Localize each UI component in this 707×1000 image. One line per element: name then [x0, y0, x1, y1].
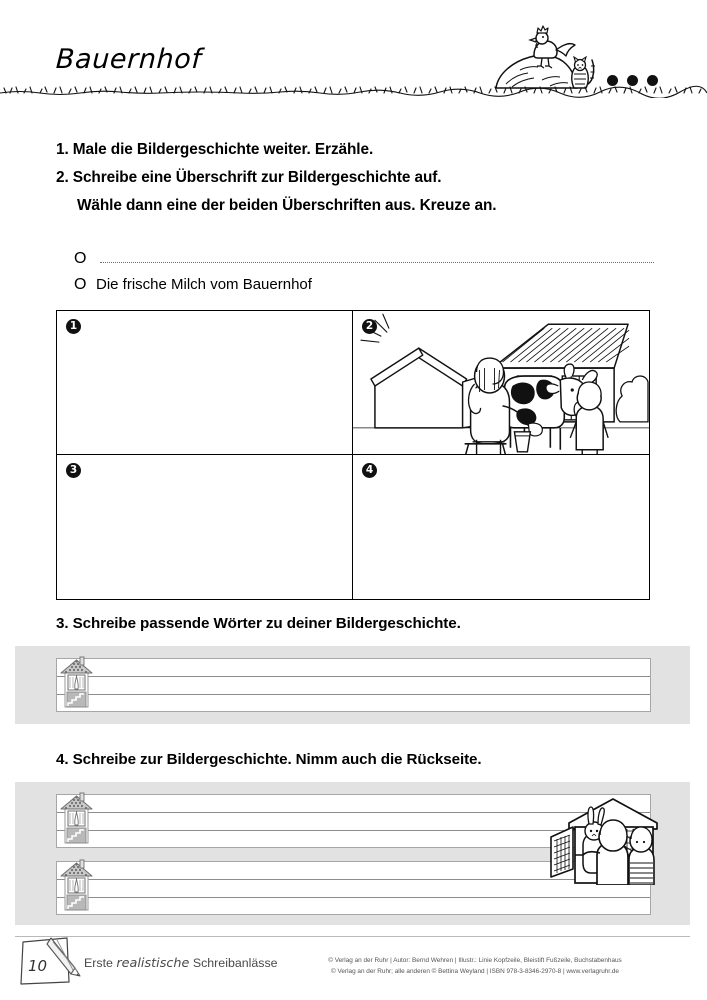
schrifthaus-line-guide-icon — [59, 787, 94, 847]
writing-rule-line — [57, 694, 650, 695]
task-2-instruction: 2. Schreibe eine Überschrift zur Bildergeschichte auf. — [56, 169, 442, 186]
writing-ruleset[interactable] — [56, 658, 651, 712]
writing-rule-line — [57, 897, 650, 898]
copyright-line-2: © Verlag an der Ruhr; alle anderen © Bettina Weyland | ISBN 978-3-8346-2970-8 | www.verlagruhr.de — [331, 968, 619, 976]
picture-story-grid — [56, 310, 650, 600]
choice-label: Die frische Milch vom Bauernhof — [96, 276, 312, 293]
grass-wavy-divider — [0, 84, 707, 98]
writing-band-words — [15, 646, 690, 724]
task-1-instruction: 1. Male die Bildergeschichte weiter. Erzähle. — [56, 141, 374, 158]
panel-number-badge: 1 — [66, 319, 81, 334]
task-2-instruction-continued: Wähle dann eine der beiden Überschriften aus. Kreuze an. — [77, 197, 497, 214]
page-header — [0, 0, 707, 100]
series-title — [84, 956, 278, 971]
choice-option-milk[interactable] — [74, 276, 312, 293]
story-panel-4[interactable] — [353, 455, 649, 599]
story-panel-2 — [353, 311, 649, 455]
rabbit-hutch-with-children-illustration — [545, 793, 667, 885]
farm-barn-cow-milking-illustration — [353, 311, 649, 454]
choice-option-blank[interactable] — [74, 250, 654, 267]
story-panel-1[interactable] — [57, 311, 353, 455]
choice-circle-icon[interactable]: O — [74, 250, 87, 267]
footer-divider — [15, 936, 690, 937]
task-4-instruction: 4. Schreibe zur Bildergeschichte. Nimm auch die Rückseite. — [56, 751, 482, 768]
series-title-suffix: Schreibanlässe — [189, 956, 278, 970]
choice-circle-icon[interactable]: O — [74, 276, 87, 293]
choice-write-in-line[interactable] — [100, 250, 654, 263]
series-title-script-word: realistische — [116, 956, 190, 971]
panel-number-badge: 4 — [362, 463, 377, 478]
copyright-line-1: © Verlag an der Ruhr | Autor: Bernd Wehren | Illustr.: Linie Kopfzeile, Bleistift Fußzeile, Buchstabenhaus — [328, 957, 622, 964]
panel-number-badge: 3 — [66, 463, 81, 478]
copyright-notice — [300, 955, 650, 977]
page-title: Bauernhof — [55, 44, 203, 75]
story-panel-3[interactable] — [57, 455, 353, 599]
rooster-on-haystack-with-cat-illustration — [478, 22, 693, 92]
writing-rule-line — [57, 676, 650, 677]
panel-number-badge: 2 — [362, 319, 377, 334]
series-title-prefix: Erste — [84, 956, 117, 970]
schrifthaus-line-guide-icon — [59, 651, 94, 711]
schrifthaus-line-guide-icon — [59, 854, 94, 914]
page-number: 10 — [28, 957, 48, 975]
task-3-instruction: 3. Schreibe passende Wörter zu deiner Bildergeschichte. — [56, 615, 461, 632]
